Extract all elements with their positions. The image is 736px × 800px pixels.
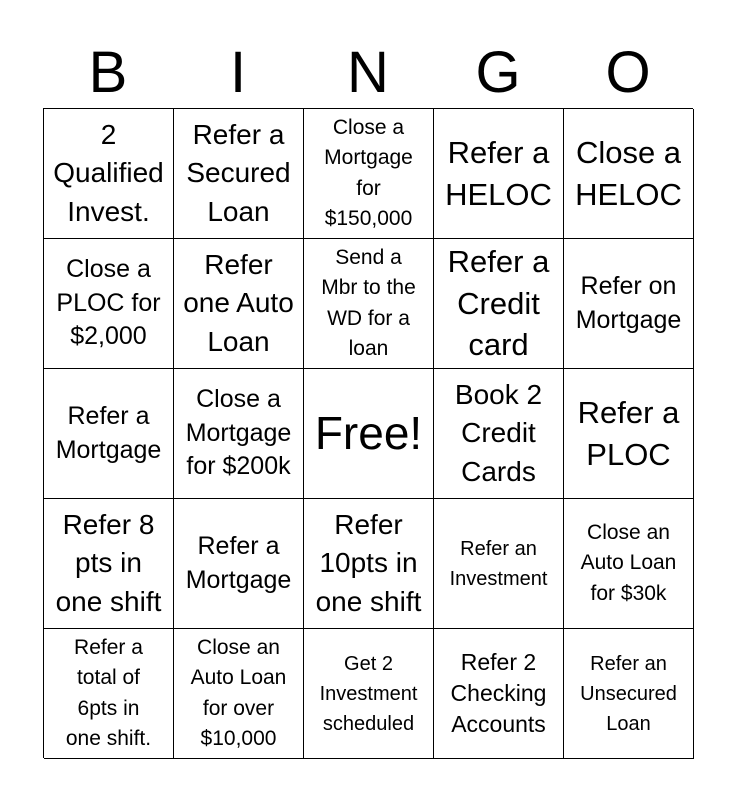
- cell-text: Close an Auto Loan for $30k: [580, 520, 677, 605]
- header-letter-g: G: [475, 40, 521, 105]
- free-space[interactable]: [304, 369, 434, 499]
- header-letter-b: B: [88, 40, 128, 105]
- bingo-cell[interactable]: [434, 499, 564, 629]
- bingo-cell[interactable]: [564, 629, 694, 759]
- bingo-cell[interactable]: [434, 629, 564, 759]
- bingo-cell[interactable]: [564, 499, 694, 629]
- bingo-cell[interactable]: [44, 239, 174, 369]
- cell-text: Refer an Investment: [449, 537, 548, 590]
- bingo-header: [43, 38, 693, 108]
- cell-text: Refer 2 Checking Accounts: [450, 648, 547, 738]
- bingo-cell[interactable]: [564, 369, 694, 499]
- cell-text: Refer 10pts in one shift: [315, 509, 422, 617]
- cell-text: Close a PLOC for $2,000: [56, 254, 161, 351]
- bingo-cell[interactable]: [304, 239, 434, 369]
- bingo-cell[interactable]: [434, 109, 564, 239]
- cell-text: Close a Mortgage for $150,000: [324, 115, 413, 230]
- header-letter-o: O: [605, 40, 651, 105]
- bingo-cell[interactable]: [564, 239, 694, 369]
- bingo-cell[interactable]: [304, 629, 434, 759]
- bingo-cell[interactable]: [44, 499, 174, 629]
- header-letter-i: I: [229, 40, 247, 105]
- cell-text: Refer a Mortgage: [55, 401, 162, 464]
- bingo-cell[interactable]: [44, 109, 174, 239]
- bingo-board: [43, 108, 693, 758]
- cell-text: Close an Auto Loan for over $10,000: [190, 635, 287, 750]
- cell-text: Book 2 Credit Cards: [454, 379, 543, 487]
- header-letter-n: N: [347, 40, 389, 105]
- cell-text: Close a HELOC: [575, 134, 682, 212]
- bingo-cell[interactable]: [434, 369, 564, 499]
- bingo-cell[interactable]: [304, 499, 434, 629]
- cell-text: Refer one Auto Loan: [183, 249, 294, 357]
- bingo-cell[interactable]: [304, 109, 434, 239]
- bingo-cell[interactable]: [44, 629, 174, 759]
- cell-text: Refer a total of 6pts in one shift.: [65, 635, 152, 750]
- cell-text: Refer a HELOC: [445, 134, 552, 212]
- cell-text: Close a Mortgage for $200k: [185, 384, 292, 481]
- cell-text: Refer an Unsecured Loan: [580, 652, 677, 735]
- cell-text: Refer a PLOC: [577, 394, 680, 472]
- bingo-cell[interactable]: [174, 239, 304, 369]
- cell-text: Refer on Mortgage: [575, 271, 682, 334]
- cell-text: 2 Qualified Invest.: [53, 119, 164, 227]
- bingo-cell[interactable]: [44, 369, 174, 499]
- cell-text: Get 2 Investment scheduled: [319, 652, 418, 735]
- bingo-cell[interactable]: [434, 239, 564, 369]
- bingo-cell[interactable]: [174, 369, 304, 499]
- cell-text: Send a Mbr to the WD for a loan: [321, 245, 416, 360]
- cell-text: Free!: [314, 407, 423, 460]
- bingo-cell[interactable]: [564, 109, 694, 239]
- cell-text: Refer 8 pts in one shift: [55, 509, 162, 617]
- bingo-cell[interactable]: [174, 109, 304, 239]
- cell-text: Refer a Mortgage: [185, 531, 292, 594]
- cell-text: Refer a Credit card: [447, 243, 550, 363]
- cell-text: Refer a Secured Loan: [186, 119, 291, 227]
- bingo-cell[interactable]: [174, 499, 304, 629]
- bingo-cell[interactable]: [174, 629, 304, 759]
